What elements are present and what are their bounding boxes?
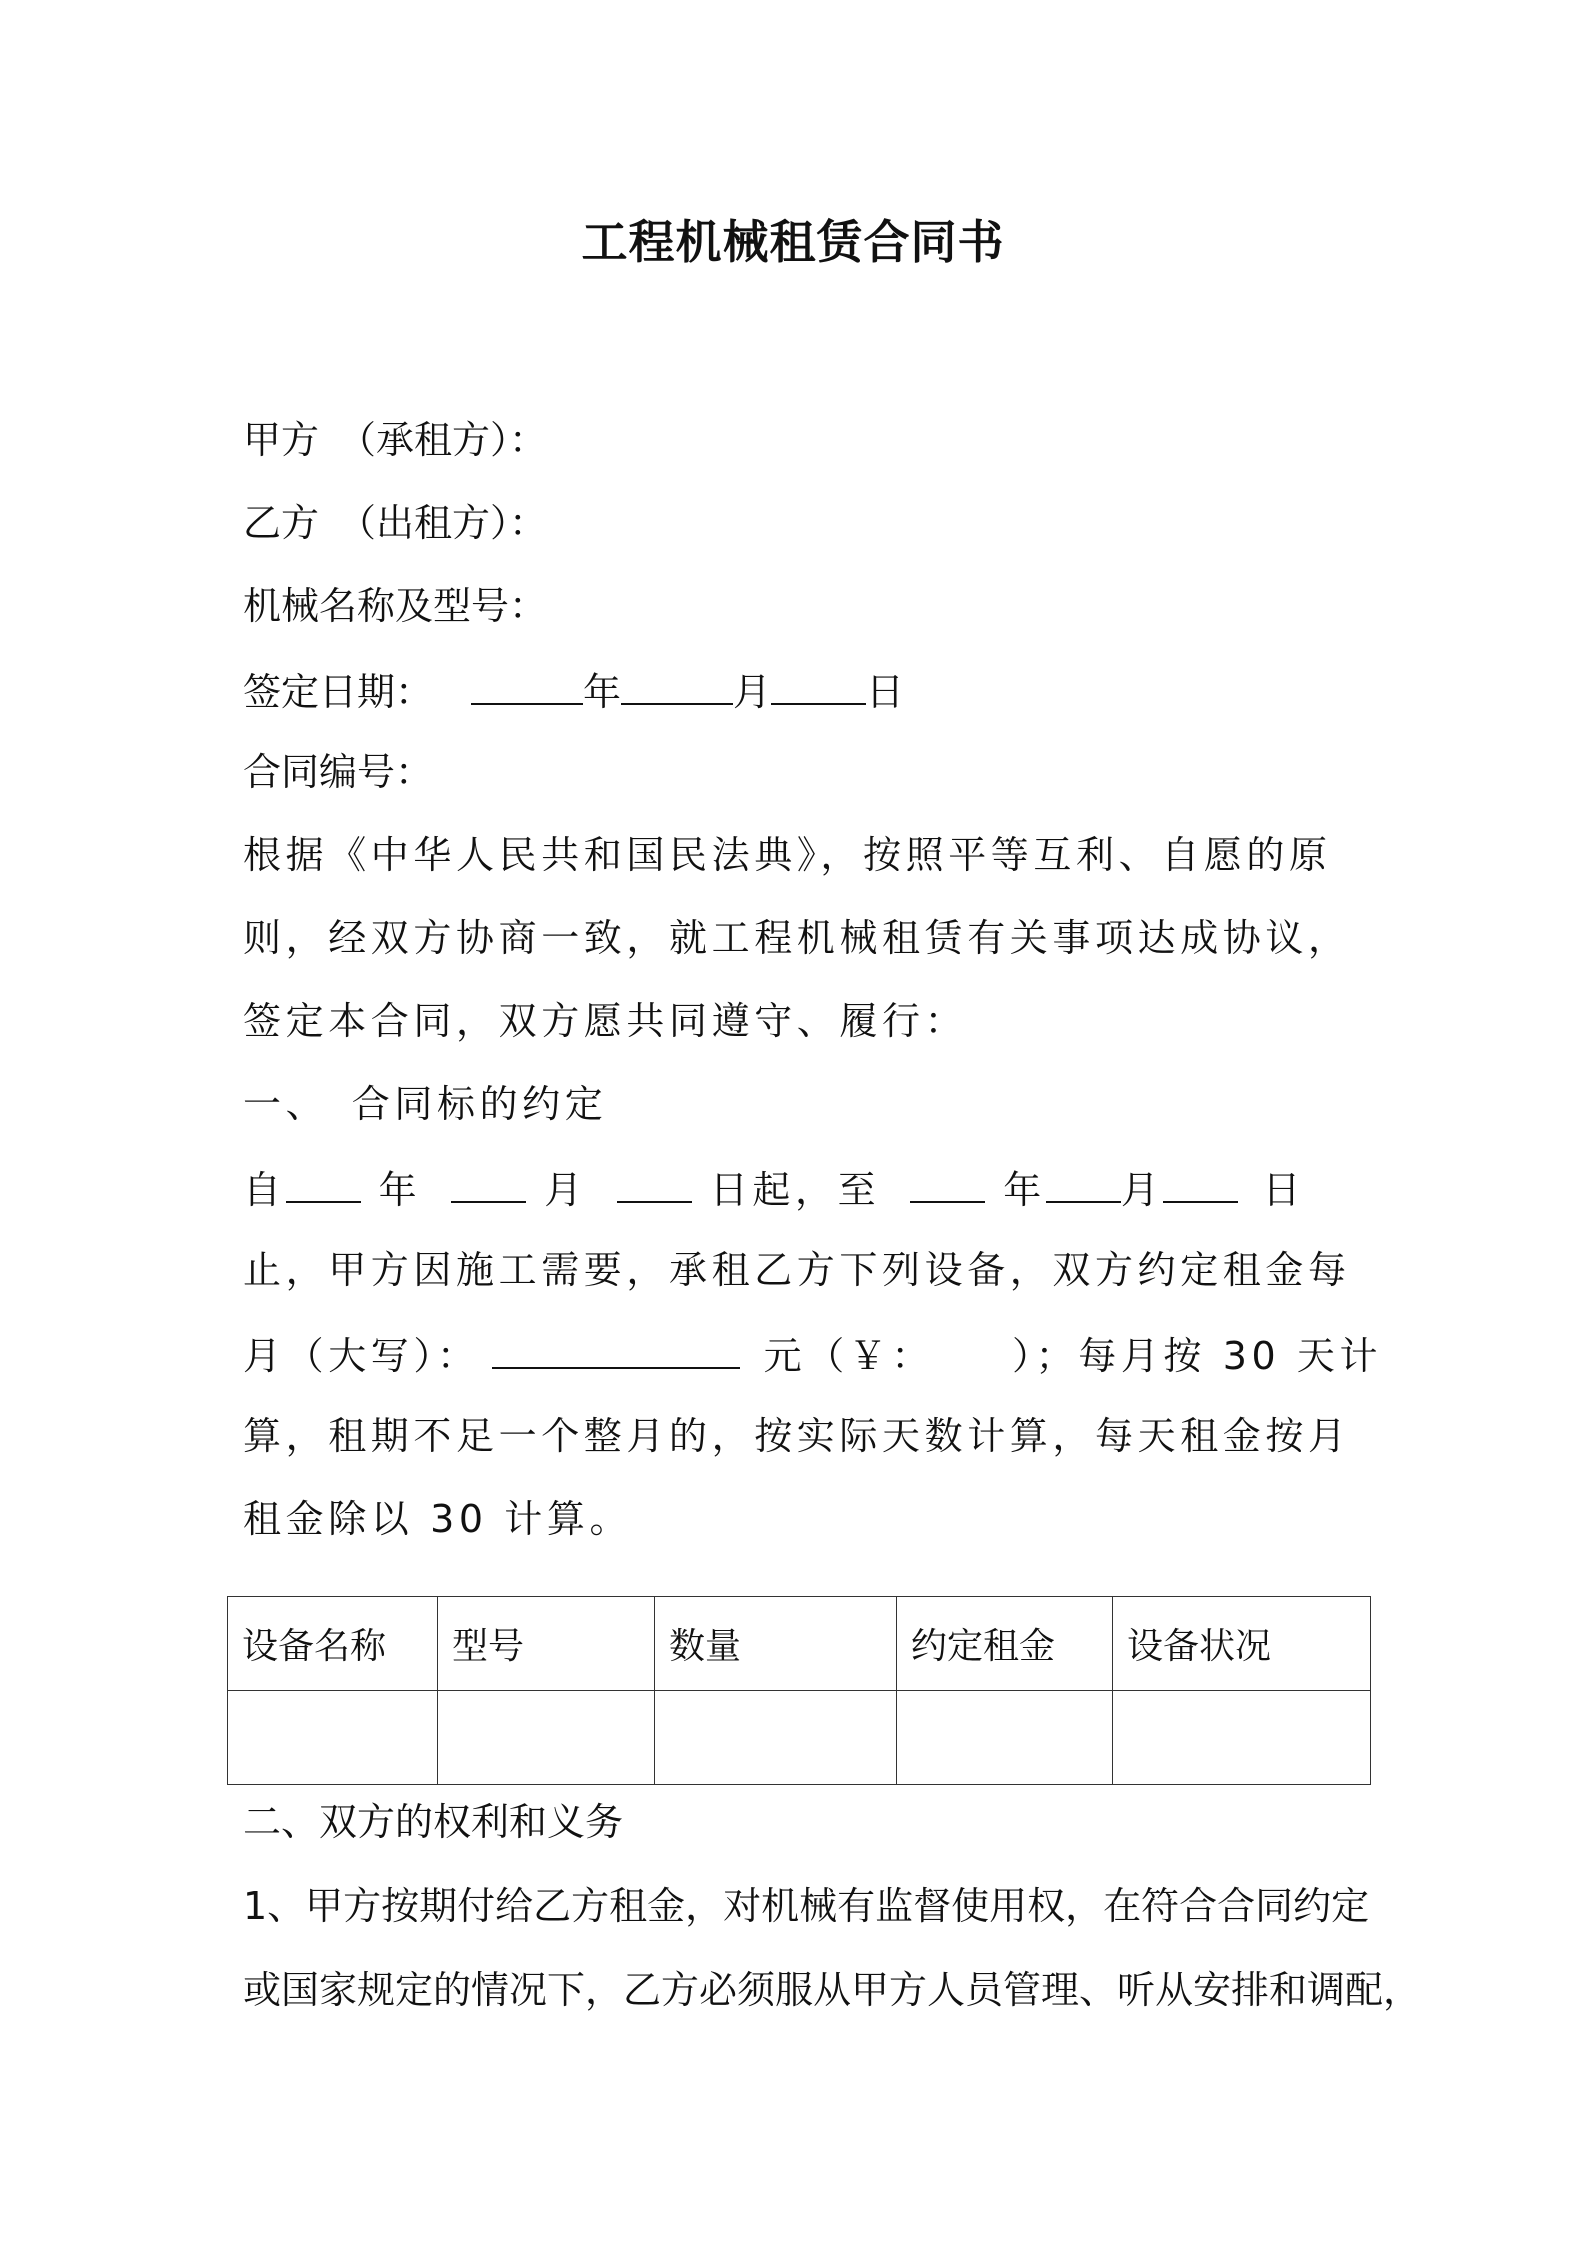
preamble-line-1: 根据《中华人民共和国民法典》，按照平等互利、自愿的原: [243, 833, 1332, 877]
from-day-to-label: 日起，至: [709, 1168, 881, 1212]
sign-date-field: [243, 659, 904, 722]
to-month-label: 月: [1120, 1168, 1164, 1212]
to-year-blank[interactable]: [910, 1157, 985, 1203]
header-quantity: 数量: [655, 1597, 897, 1691]
cell-model[interactable]: [438, 1691, 655, 1785]
table-header-row: [228, 1597, 1371, 1691]
cell-quantity[interactable]: [655, 1691, 897, 1785]
section-2-heading: 二、双方的权利和义务: [243, 1800, 624, 1844]
from-year-blank[interactable]: [286, 1157, 361, 1203]
section-2-paragraph-line-2: 或国家规定的情况下，乙方必须服从甲方人员管理、听从安排和调配，: [243, 1968, 1422, 2012]
from-label: 自: [243, 1168, 286, 1212]
cell-equipment-name[interactable]: [228, 1691, 438, 1785]
header-equipment-name: 设备名称: [228, 1597, 438, 1691]
rent-capital-label: 月（大写）：: [243, 1334, 480, 1378]
preamble-line-3: 签定本合同，双方愿共同遵守、履行：: [243, 999, 968, 1043]
sign-year-blank[interactable]: [471, 659, 583, 705]
cell-agreed-rent[interactable]: [897, 1691, 1113, 1785]
preamble-line-2: 则，经双方协商一致，就工程机械租赁有关事项达成协议，: [243, 916, 1351, 960]
equipment-table: [227, 1596, 1371, 1785]
header-equipment-condition: 设备状况: [1113, 1597, 1371, 1691]
year-label: 年: [583, 670, 622, 714]
contract-number-field: 合同编号：: [243, 750, 434, 794]
section-1-heading: 一、 合同标的约定: [243, 1082, 608, 1126]
lease-terms-line-4: 算，租期不足一个整月的，按实际天数计算，每天租金按月: [243, 1414, 1351, 1458]
month-label: 月: [733, 670, 772, 714]
header-model: 型号: [438, 1597, 655, 1691]
lease-period-line: [243, 1157, 1305, 1220]
to-day-label: 日: [1262, 1168, 1306, 1212]
sign-date-label: 签定日期：: [243, 670, 434, 714]
document-title: 工程机械租赁合同书: [581, 215, 1005, 269]
to-day-blank[interactable]: [1163, 1157, 1238, 1203]
sign-month-blank[interactable]: [621, 659, 733, 705]
section-2-paragraph-line-1: 1、甲方按期付给乙方租金，对机械有监督使用权，在符合合同约定: [243, 1884, 1370, 1928]
sign-day-blank[interactable]: [771, 659, 866, 705]
from-year-label: 年: [378, 1168, 422, 1212]
lease-terms-line-5: 租金除以 30 计算。: [243, 1497, 633, 1541]
rent-amount-line: [243, 1323, 1382, 1386]
day-label: 日: [866, 670, 905, 714]
machine-name-field: 机械名称及型号：: [243, 584, 548, 628]
from-month-label: 月: [544, 1168, 587, 1212]
lease-terms-line-2: 止，甲方因施工需要，承租乙方下列设备，双方约定租金每: [243, 1248, 1351, 1292]
from-month-blank[interactable]: [451, 1157, 526, 1203]
rent-per-month-label: ）；每月按 30 天计: [1012, 1334, 1383, 1378]
cell-equipment-condition[interactable]: [1113, 1691, 1371, 1785]
from-day-blank[interactable]: [617, 1157, 692, 1203]
rent-yuan-label: 元（￥：: [763, 1334, 935, 1378]
rent-capital-blank[interactable]: [492, 1323, 740, 1369]
table-row: [228, 1691, 1371, 1785]
header-agreed-rent: 约定租金: [897, 1597, 1113, 1691]
party-a-field: 甲方 （承租方）：: [243, 418, 548, 462]
party-b-field: 乙方 （出租方）：: [243, 501, 548, 545]
to-month-blank[interactable]: [1046, 1157, 1121, 1203]
to-year-label: 年: [1003, 1168, 1046, 1212]
